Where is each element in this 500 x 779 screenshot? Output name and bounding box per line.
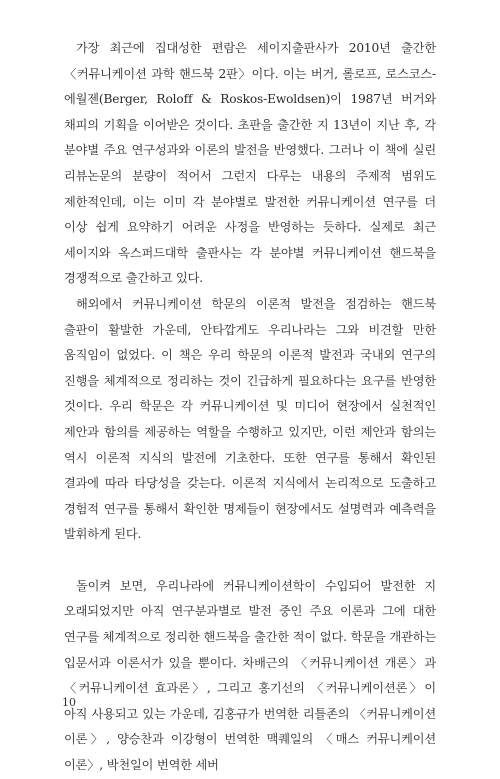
paragraph-1: 가장 최근에 집대성한 편람은 세이지출판사가 2010년 출간한 〈커뮤니케이션 과학 핸드북 2판〉이다. 이는 버거, 롤로프, 로스코스-에월젠(Berger, Roloff & Roskos-Ewoldsen)이 1987년 버거와 채피의 기획을 이어받은 것이다. 초판을 출간한 지 13년이 지난 후, 각 분야별 주요 연구성과와 이론의 발전을 반영했다. 그러나 이 책에 실린 리뷰논문의 분량이 적어서 그런지 다루는 내용의 주제적 범위도 제한적인데, 이는 이미 각 분야별로 발전한 커뮤니케이션 연구를 더 이상 쉽게 요약하기 어려운 사정을 반영하는 듯하다. 실제로 최근 세이지와 옥스퍼드대학 출판사는 각 분야별 커뮤니케이션 핸드북을 경쟁적으로 출간하고 있다. [64,41,436,286]
page-number: 10 [62,696,76,709]
page-body [64,36,436,779]
paragraph-gap [64,548,436,574]
paragraph-2: 해외에서 커뮤니케이션 학문의 이론적 발전을 점검하는 핸드북 출판이 활발한 가운데, 안타깝게도 우리나라는 그와 비견할 만한 움직임이 없었다. 이 책은 우리 학문의 이론적 발전과 국내외 연구의 진행을 체계적으로 정리하는 것이 긴급하게 필요하다는 요구를 반영한 것이다. 우리 학문은 각 커뮤니케이션 및 미디어 현장에서 실천적인 제안과 함의를 제공하는 역할을 수행하고 있지만, 이런 제안과 함의는 역시 이론적 지식의 발전에 기초한다. 또한 연구를 통해서 확인된 결과에 따라 타당성을 갖는다. 이론적 지식에서 논리적으로 도출하고 경험적 연구를 통해서 확인한 명제들이 현장에서도 설명력과 예측력을 발휘하게 된다. [64,296,436,542]
paragraph-3: 돌이켜 보면, 우리나라에 커뮤니케이션학이 수입되어 발전한 지 오래되었지만 아직 연구분과별로 발전 중인 주요 이론과 그에 대한 연구를 체계적으로 정리한 핸드북을 출간한 적이 없다. 학문을 개관하는 입문서과 이론서가 있을 뿐이다. 차배근의 〈커뮤니케이션 개론〉과 〈커뮤니케이션 효과론〉, 그리고 홍기선의 〈커뮤니케이션론〉이 아직 사용되고 있는 가운데, 김홍규가 번역한 리틀존의 〈커뮤니케이션 이론〉, 양승찬과 이강형이 번역한 맥퀘일의 〈매스 커뮤니케이션 이론〉, 박천일이 번역한 세버 [64,578,436,773]
